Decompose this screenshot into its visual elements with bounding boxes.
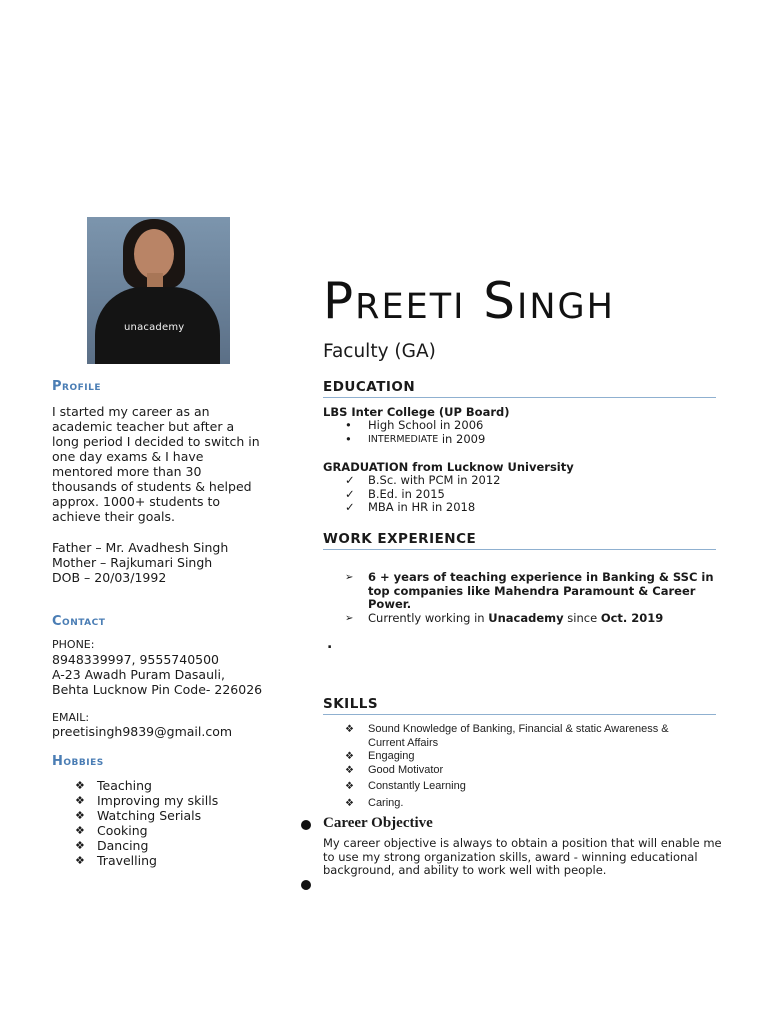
hobby-item bbox=[75, 823, 218, 838]
hobby-item bbox=[75, 793, 218, 808]
hobby-label: Dancing bbox=[97, 838, 149, 853]
arrow-bullet-icon: ➢ bbox=[345, 612, 354, 624]
experience-line: top companies like Mahendra Paramount & Career bbox=[368, 583, 696, 598]
career-objective-heading: Career Objective bbox=[323, 815, 433, 831]
check-icon: ✓ bbox=[345, 473, 355, 487]
bullet-dot-icon bbox=[301, 820, 311, 830]
skills-list bbox=[323, 723, 723, 810]
hobby-item bbox=[75, 808, 218, 823]
skills-heading: SKILLS bbox=[323, 696, 379, 712]
hobby-item bbox=[75, 838, 218, 853]
diamond-bullet-icon: ❖ bbox=[75, 824, 85, 837]
section-divider bbox=[323, 397, 716, 398]
skill-item bbox=[323, 723, 723, 750]
hobbies-heading: Hobbies bbox=[52, 754, 104, 769]
list-item bbox=[323, 501, 723, 515]
item-label: B.Sc. with PCM in 2012 bbox=[368, 473, 501, 487]
list-item bbox=[323, 571, 723, 612]
skill-item bbox=[323, 750, 723, 764]
diamond-bullet-icon: ❖ bbox=[75, 794, 85, 807]
profile-summary-line: thousands of students & helped bbox=[52, 479, 252, 494]
check-icon: ✓ bbox=[345, 486, 355, 501]
photo-face bbox=[134, 229, 174, 279]
email-value: preetisingh9839@gmail.com bbox=[52, 724, 233, 739]
email-label: EMAIL: bbox=[52, 711, 90, 724]
start-date: Oct. 2019 bbox=[600, 610, 664, 625]
experience-line: Power. bbox=[368, 597, 412, 611]
list-item bbox=[323, 488, 723, 502]
skill-label: Caring. bbox=[368, 796, 404, 809]
profile-summary-line: approx. 1000+ students to bbox=[52, 494, 221, 509]
job-title: Faculty (GA) bbox=[323, 341, 436, 362]
date-of-birth: DOB – 20/03/1992 bbox=[52, 570, 167, 585]
diamond-bullet-icon: ❖ bbox=[75, 779, 85, 792]
hobby-label: Travelling bbox=[97, 853, 157, 868]
education-heading: EDUCATION bbox=[323, 379, 416, 395]
hobbies-list bbox=[75, 778, 218, 868]
profile-heading: Profile bbox=[52, 379, 101, 394]
diamond-bullet-icon: ❖ bbox=[345, 781, 354, 792]
dot-bullet-icon: • bbox=[345, 431, 352, 446]
item-label: INTERMEDIATE bbox=[368, 433, 439, 445]
hobby-label: Watching Serials bbox=[97, 808, 202, 823]
profile-photo bbox=[87, 217, 230, 364]
school-name: LBS Inter College (UP Board) bbox=[323, 405, 510, 419]
diamond-bullet-icon: ❖ bbox=[75, 839, 85, 852]
skill-label: Good Motivator bbox=[368, 763, 444, 776]
list-item bbox=[323, 419, 723, 433]
photo-shirt-brand: unacademy bbox=[124, 322, 185, 333]
dot-bullet-icon: • bbox=[345, 418, 352, 432]
item-label: B.Ed. in 2015 bbox=[368, 486, 445, 501]
experience-summary bbox=[368, 571, 718, 612]
phone-value: 8948339997, 9555740500 bbox=[52, 652, 220, 667]
profile-summary-line: I started my career as an bbox=[52, 404, 210, 419]
career-objective-line: to use my strong organization skills, award - winning educational bbox=[323, 849, 698, 864]
work-experience-heading: WORK EXPERIENCE bbox=[323, 531, 477, 547]
profile-summary-line: one day exams & I have bbox=[52, 449, 204, 464]
arrow-bullet-icon: ➢ bbox=[345, 572, 354, 583]
mother-name: Mother – Rajkumari Singh bbox=[52, 555, 213, 570]
skill-label bbox=[368, 723, 669, 750]
diamond-bullet-icon: ❖ bbox=[345, 764, 354, 776]
candidate-name: Preeti Singh bbox=[323, 272, 615, 330]
phone-label: PHONE: bbox=[52, 638, 95, 651]
text-part: since bbox=[563, 610, 601, 625]
diamond-bullet-icon: ❖ bbox=[345, 751, 354, 762]
list-item bbox=[323, 433, 723, 447]
diamond-bullet-icon: ❖ bbox=[75, 854, 85, 867]
graduation-items bbox=[323, 474, 723, 515]
list-item bbox=[323, 612, 723, 626]
work-experience-list bbox=[323, 571, 723, 625]
experience-line: 6 + years of teaching experience in Banking & SSC in bbox=[368, 570, 714, 584]
item-label: High School bbox=[368, 418, 437, 432]
graduation-name: GRADUATION from Lucknow University bbox=[323, 460, 574, 474]
company-name: Unacademy bbox=[488, 610, 564, 625]
career-objective-line: background, and ability to work well with people. bbox=[323, 863, 607, 877]
career-objective-line: My career objective is always to obtain a position that will enable me bbox=[323, 836, 722, 850]
bullet-dot-icon bbox=[301, 880, 311, 890]
family-details bbox=[52, 540, 272, 585]
stray-period: . bbox=[327, 636, 333, 652]
list-item bbox=[323, 474, 723, 488]
skill-line: Sound Knowledge of Banking, Financial & static Awareness & bbox=[368, 723, 669, 735]
hobby-label: Cooking bbox=[97, 823, 148, 838]
hobby-label: Teaching bbox=[97, 778, 152, 793]
current-job bbox=[368, 612, 663, 626]
text-part: Currently working in bbox=[368, 610, 489, 625]
item-suffix: in 2009 bbox=[438, 431, 486, 446]
diamond-bullet-icon: ❖ bbox=[345, 797, 354, 809]
diamond-bullet-icon: ❖ bbox=[345, 724, 354, 735]
skill-item bbox=[323, 764, 723, 778]
hobby-item bbox=[75, 853, 218, 868]
skill-item bbox=[323, 780, 723, 794]
section-divider bbox=[323, 549, 716, 550]
career-objective-text bbox=[323, 837, 723, 878]
hobby-label: Improving my skills bbox=[97, 793, 219, 808]
profile-summary-line: mentored more than 30 bbox=[52, 464, 202, 479]
skill-label: Constantly Learning bbox=[368, 780, 466, 792]
item-suffix: in 2006 bbox=[436, 418, 484, 432]
profile-summary bbox=[52, 404, 272, 524]
skill-item bbox=[323, 797, 723, 811]
school-items bbox=[323, 419, 723, 446]
profile-summary-line: long period I decided to switch in bbox=[52, 434, 260, 449]
check-icon: ✓ bbox=[345, 500, 355, 514]
address-line: Behta Lucknow Pin Code- 226026 bbox=[52, 682, 263, 697]
father-name: Father – Mr. Avadhesh Singh bbox=[52, 540, 229, 555]
skill-label: Engaging bbox=[368, 750, 415, 762]
hobby-item bbox=[75, 778, 218, 793]
profile-summary-line: achieve their goals. bbox=[52, 509, 175, 524]
address-line: A-23 Awadh Puram Dasauli, bbox=[52, 667, 225, 682]
section-divider bbox=[323, 714, 716, 715]
diamond-bullet-icon: ❖ bbox=[75, 809, 85, 822]
contact-details bbox=[52, 652, 292, 697]
item-label: MBA in HR in 2018 bbox=[368, 500, 476, 514]
profile-summary-line: academic teacher but after a bbox=[52, 419, 235, 434]
contact-heading: Contact bbox=[52, 614, 106, 629]
skill-line: Current Affairs bbox=[368, 736, 439, 749]
